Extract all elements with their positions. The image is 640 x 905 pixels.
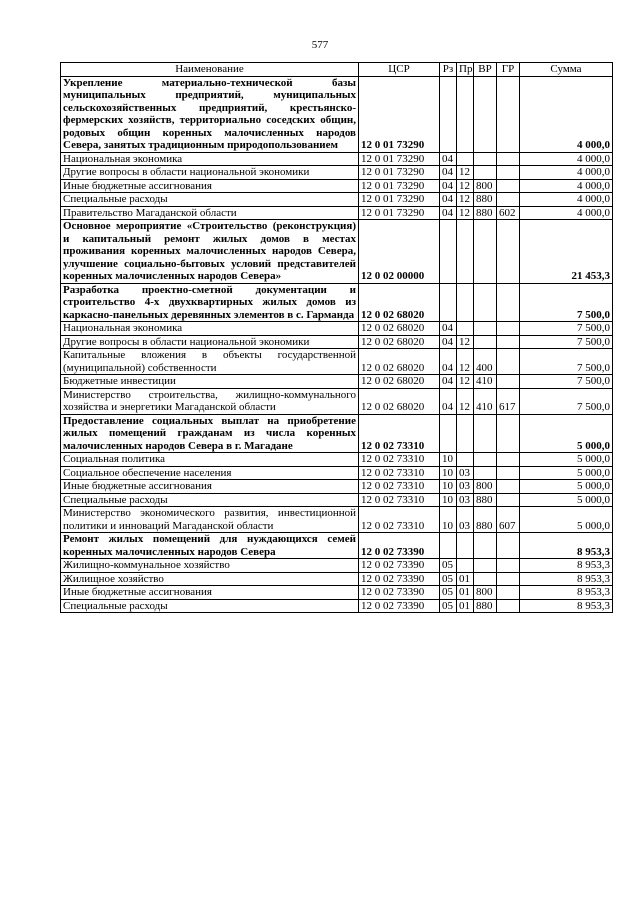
table-row: [61, 559, 613, 573]
cell-gr: [497, 349, 520, 375]
cell-rz: 05: [440, 572, 457, 586]
cell-name: Министерство экономического развития, инвестиционной политики и инноваций Магаданской области: [61, 507, 359, 533]
cell-vr: [474, 283, 497, 322]
cell-gr: [497, 453, 520, 467]
cell-name: Предоставление социальных выплат на приобретение жилых помещений гражданам из числа коренных малочисленных народов Севера в г. Магадане: [61, 414, 359, 453]
cell-gr: [497, 152, 520, 166]
cell-name: Ремонт жилых помещений для нуждающихся семей коренных малочисленных народов Севера: [61, 533, 359, 559]
column-header-name: Наименование: [61, 63, 359, 77]
cell-pr: 01: [457, 586, 474, 600]
cell-rz: 10: [440, 466, 457, 480]
cell-gr: [497, 283, 520, 322]
cell-csr: 12 0 02 73310: [359, 493, 440, 507]
cell-pr: 12: [457, 193, 474, 207]
table-row: [61, 453, 613, 467]
cell-rz: 05: [440, 599, 457, 613]
cell-rz: [440, 283, 457, 322]
table-row: [61, 193, 613, 207]
table-header-row: [61, 63, 613, 77]
column-header-csr: ЦСР: [359, 63, 440, 77]
cell-pr: [457, 220, 474, 284]
cell-vr: 800: [474, 179, 497, 193]
cell-csr: 12 0 02 68020: [359, 283, 440, 322]
cell-sum: 4 000,0: [520, 76, 613, 152]
cell-csr: 12 0 02 73310: [359, 507, 440, 533]
cell-pr: 12: [457, 375, 474, 389]
cell-csr: 12 0 01 73290: [359, 166, 440, 180]
cell-csr: 12 0 02 73310: [359, 466, 440, 480]
cell-sum: 4 000,0: [520, 166, 613, 180]
cell-rz: 04: [440, 335, 457, 349]
cell-vr: 880: [474, 493, 497, 507]
cell-vr: 880: [474, 206, 497, 220]
cell-rz: 04: [440, 375, 457, 389]
column-header-vr: ВР: [474, 63, 497, 77]
cell-pr: [457, 453, 474, 467]
cell-csr: 12 0 02 73390: [359, 559, 440, 573]
cell-pr: 03: [457, 493, 474, 507]
table-row: [61, 206, 613, 220]
cell-pr: 03: [457, 507, 474, 533]
table-row: [61, 388, 613, 414]
cell-rz: 10: [440, 507, 457, 533]
table-row: [61, 283, 613, 322]
table-row: [61, 572, 613, 586]
cell-vr: 410: [474, 375, 497, 389]
cell-pr: [457, 559, 474, 573]
cell-sum: 21 453,3: [520, 220, 613, 284]
cell-name: Основное мероприятие «Строительство (реконструкция) и капитальный ремонт жилых домов в местах проживания коренных малочисленных народов Севера, улучшение социально-бытовых условий представителей коренных малочисленных народов Севера»: [61, 220, 359, 284]
cell-gr: [497, 322, 520, 336]
cell-csr: 12 0 02 73390: [359, 599, 440, 613]
cell-gr: [497, 466, 520, 480]
cell-rz: 04: [440, 349, 457, 375]
cell-vr: [474, 76, 497, 152]
cell-rz: 04: [440, 322, 457, 336]
cell-rz: 04: [440, 388, 457, 414]
budget-table: [60, 62, 613, 613]
cell-sum: 8 953,3: [520, 533, 613, 559]
table-row: [61, 493, 613, 507]
cell-name: Министерство строительства, жилищно-коммунального хозяйства и энергетики Магаданской области: [61, 388, 359, 414]
cell-vr: [474, 466, 497, 480]
cell-vr: [474, 322, 497, 336]
cell-name: Национальная экономика: [61, 152, 359, 166]
cell-sum: 4 000,0: [520, 193, 613, 207]
cell-pr: 12: [457, 335, 474, 349]
cell-rz: 04: [440, 179, 457, 193]
cell-name: Разработка проектно-сметной документации и строительство 4-х двухквартирных жилых домов из каркасно-панельных деревянных элементов в с. Гарманда: [61, 283, 359, 322]
cell-csr: 12 0 02 68020: [359, 375, 440, 389]
cell-vr: [474, 414, 497, 453]
cell-name: Специальные расходы: [61, 193, 359, 207]
cell-csr: 12 0 02 73310: [359, 480, 440, 494]
cell-sum: 5 000,0: [520, 453, 613, 467]
cell-pr: 12: [457, 388, 474, 414]
cell-name: Специальные расходы: [61, 493, 359, 507]
cell-gr: [497, 599, 520, 613]
cell-csr: 12 0 01 73290: [359, 76, 440, 152]
cell-csr: 12 0 02 68020: [359, 349, 440, 375]
cell-name: Иные бюджетные ассигнования: [61, 586, 359, 600]
cell-csr: 12 0 02 73390: [359, 533, 440, 559]
cell-name: Жилищное хозяйство: [61, 572, 359, 586]
cell-name: Иные бюджетные ассигнования: [61, 179, 359, 193]
cell-gr: [497, 76, 520, 152]
cell-csr: 12 0 02 73310: [359, 453, 440, 467]
cell-vr: [474, 559, 497, 573]
cell-vr: 800: [474, 586, 497, 600]
cell-sum: 8 953,3: [520, 559, 613, 573]
cell-vr: 410: [474, 388, 497, 414]
cell-sum: 5 000,0: [520, 480, 613, 494]
cell-pr: 01: [457, 599, 474, 613]
cell-sum: 7 500,0: [520, 283, 613, 322]
cell-gr: [497, 375, 520, 389]
cell-pr: 12: [457, 206, 474, 220]
cell-name: Капитальные вложения в объекты государственной (муниципальной) собственности: [61, 349, 359, 375]
cell-sum: 5 000,0: [520, 414, 613, 453]
cell-name: Жилищно-коммунальное хозяйство: [61, 559, 359, 573]
cell-sum: 7 500,0: [520, 322, 613, 336]
cell-rz: 04: [440, 166, 457, 180]
cell-sum: 8 953,3: [520, 572, 613, 586]
cell-vr: 880: [474, 507, 497, 533]
cell-sum: 5 000,0: [520, 493, 613, 507]
table-row: [61, 335, 613, 349]
cell-csr: 12 0 02 73310: [359, 414, 440, 453]
cell-rz: [440, 414, 457, 453]
cell-sum: 7 500,0: [520, 349, 613, 375]
cell-gr: [497, 220, 520, 284]
cell-vr: [474, 152, 497, 166]
cell-rz: 10: [440, 480, 457, 494]
cell-sum: 4 000,0: [520, 179, 613, 193]
cell-pr: [457, 414, 474, 453]
cell-rz: 04: [440, 193, 457, 207]
table-row: [61, 533, 613, 559]
cell-sum: 7 500,0: [520, 388, 613, 414]
table-row: [61, 152, 613, 166]
table-row: [61, 466, 613, 480]
cell-vr: [474, 533, 497, 559]
cell-csr: 12 0 01 73290: [359, 193, 440, 207]
cell-vr: 880: [474, 193, 497, 207]
cell-pr: 12: [457, 179, 474, 193]
cell-csr: 12 0 02 73390: [359, 572, 440, 586]
table-row: [61, 586, 613, 600]
cell-name: Правительство Магаданской области: [61, 206, 359, 220]
table-row: [61, 599, 613, 613]
cell-csr: 12 0 01 73290: [359, 152, 440, 166]
cell-name: Социальное обеспечение населения: [61, 466, 359, 480]
cell-name: Другие вопросы в области национальной экономики: [61, 166, 359, 180]
cell-sum: 8 953,3: [520, 599, 613, 613]
cell-pr: 03: [457, 480, 474, 494]
cell-sum: 7 500,0: [520, 335, 613, 349]
cell-csr: 12 0 01 73290: [359, 206, 440, 220]
cell-vr: [474, 220, 497, 284]
cell-gr: [497, 193, 520, 207]
cell-rz: 05: [440, 559, 457, 573]
cell-sum: 5 000,0: [520, 507, 613, 533]
table-row: [61, 76, 613, 152]
cell-name: Другие вопросы в области национальной экономики: [61, 335, 359, 349]
cell-sum: 4 000,0: [520, 206, 613, 220]
cell-gr: [497, 533, 520, 559]
table-row: [61, 349, 613, 375]
cell-gr: [497, 414, 520, 453]
table-row: [61, 480, 613, 494]
cell-rz: [440, 76, 457, 152]
cell-vr: [474, 572, 497, 586]
cell-pr: [457, 283, 474, 322]
table-body: [61, 76, 613, 613]
page-number: 577: [311, 39, 329, 51]
cell-csr: 12 0 02 68020: [359, 388, 440, 414]
cell-name: Социальная политика: [61, 453, 359, 467]
cell-name: Национальная экономика: [61, 322, 359, 336]
cell-pr: 01: [457, 572, 474, 586]
cell-rz: 04: [440, 206, 457, 220]
cell-gr: [497, 493, 520, 507]
cell-sum: 5 000,0: [520, 466, 613, 480]
cell-vr: 400: [474, 349, 497, 375]
cell-gr: [497, 335, 520, 349]
cell-rz: 10: [440, 493, 457, 507]
cell-rz: [440, 533, 457, 559]
cell-vr: 800: [474, 480, 497, 494]
cell-pr: [457, 533, 474, 559]
table-row: [61, 507, 613, 533]
cell-name: Специальные расходы: [61, 599, 359, 613]
cell-rz: [440, 220, 457, 284]
cell-vr: [474, 166, 497, 180]
cell-vr: [474, 335, 497, 349]
cell-csr: 12 0 02 68020: [359, 335, 440, 349]
cell-pr: [457, 322, 474, 336]
cell-sum: 7 500,0: [520, 375, 613, 389]
cell-gr: [497, 179, 520, 193]
cell-pr: 12: [457, 166, 474, 180]
table-row: [61, 322, 613, 336]
table-row: [61, 166, 613, 180]
cell-gr: [497, 586, 520, 600]
table-row: [61, 179, 613, 193]
column-header-pr: Пр: [457, 63, 474, 77]
cell-gr: 617: [497, 388, 520, 414]
cell-vr: [474, 453, 497, 467]
cell-pr: [457, 152, 474, 166]
cell-gr: [497, 572, 520, 586]
cell-pr: 03: [457, 466, 474, 480]
cell-sum: 4 000,0: [520, 152, 613, 166]
cell-name: Иные бюджетные ассигнования: [61, 480, 359, 494]
cell-rz: 05: [440, 586, 457, 600]
cell-rz: 04: [440, 152, 457, 166]
cell-rz: 10: [440, 453, 457, 467]
cell-gr: [497, 166, 520, 180]
column-header-gr: ГР: [497, 63, 520, 77]
cell-csr: 12 0 02 00000: [359, 220, 440, 284]
cell-name: Бюджетные инвестиции: [61, 375, 359, 389]
cell-name: Укрепление материально-технической базы муниципальных предприятий, муниципальных сельскохозяйственных предприятий, крестьянско-фермерских хозяйств, территориально соседских общин, родовых общин коренных малочисленных народов Севера, занятых традиционным природопользованием: [61, 76, 359, 152]
cell-csr: 12 0 02 68020: [359, 322, 440, 336]
cell-pr: [457, 76, 474, 152]
cell-csr: 12 0 01 73290: [359, 179, 440, 193]
cell-gr: [497, 480, 520, 494]
table-row: [61, 375, 613, 389]
column-header-rz: Рз: [440, 63, 457, 77]
cell-gr: 602: [497, 206, 520, 220]
table-row: [61, 220, 613, 284]
cell-pr: 12: [457, 349, 474, 375]
cell-gr: 607: [497, 507, 520, 533]
column-header-sum: Сумма: [520, 63, 613, 77]
cell-csr: 12 0 02 73390: [359, 586, 440, 600]
cell-sum: 8 953,3: [520, 586, 613, 600]
cell-vr: 880: [474, 599, 497, 613]
cell-gr: [497, 559, 520, 573]
table-row: [61, 414, 613, 453]
